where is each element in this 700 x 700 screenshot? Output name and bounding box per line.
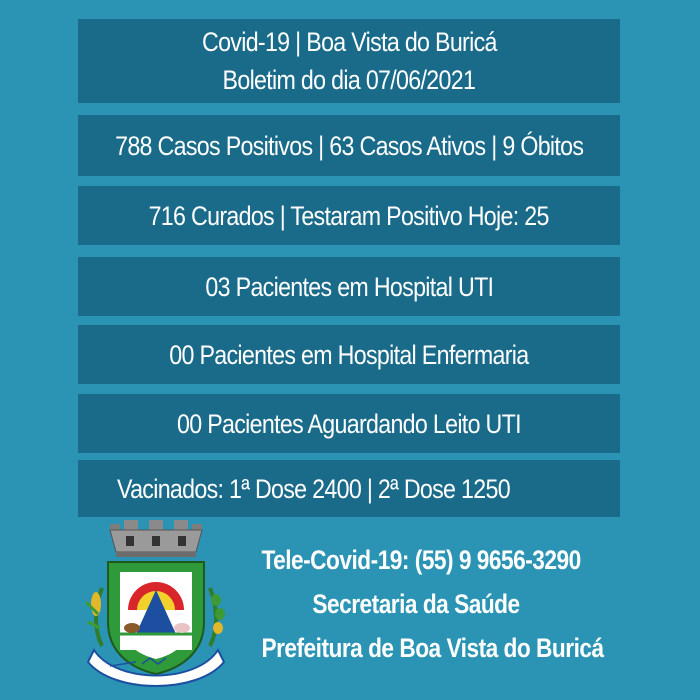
recovered-text: 716 Curados | Testaram Positivo Hoje: 25 xyxy=(148,200,550,231)
waiting-text: 00 Pacientes Aguardando Leito UTI xyxy=(177,408,521,439)
recovered-box xyxy=(78,186,620,245)
coat-of-arms-icon xyxy=(80,518,232,694)
cases-text: 788 Casos Positivos | 63 Casos Ativos | 9 Óbitos xyxy=(114,130,584,161)
bulletin-title: Covid-19 | Boa Vista do Buricá xyxy=(201,27,497,57)
cases-box xyxy=(78,115,620,176)
bulletin-date: Boletim do dia 07/06/2021 xyxy=(222,65,476,95)
crown-icon xyxy=(110,520,202,557)
hotline-text: Tele-Covid-19: (55) 9 9656-3290 xyxy=(261,545,581,575)
municipality-text: Prefeitura de Boa Vista do Buricá xyxy=(261,633,604,663)
title-box xyxy=(78,19,620,103)
contact-footer xyxy=(232,538,604,670)
waiting-box xyxy=(78,394,620,453)
icu-text: 03 Pacientes em Hospital UTI xyxy=(205,271,493,302)
icu-box xyxy=(78,257,620,316)
corn-plant-icon xyxy=(86,588,102,646)
soy-plant-icon xyxy=(210,588,225,646)
shield-icon xyxy=(108,562,204,674)
department-text: Secretaria da Saúde xyxy=(312,589,520,619)
vaccine-box xyxy=(78,460,620,517)
ward-text: 00 Pacientes em Hospital Enfermaria xyxy=(169,339,529,370)
ward-box xyxy=(78,325,620,384)
vaccine-text: Vacinados: 1ª Dose 2400 | 2ª Dose 1250 xyxy=(117,473,510,504)
